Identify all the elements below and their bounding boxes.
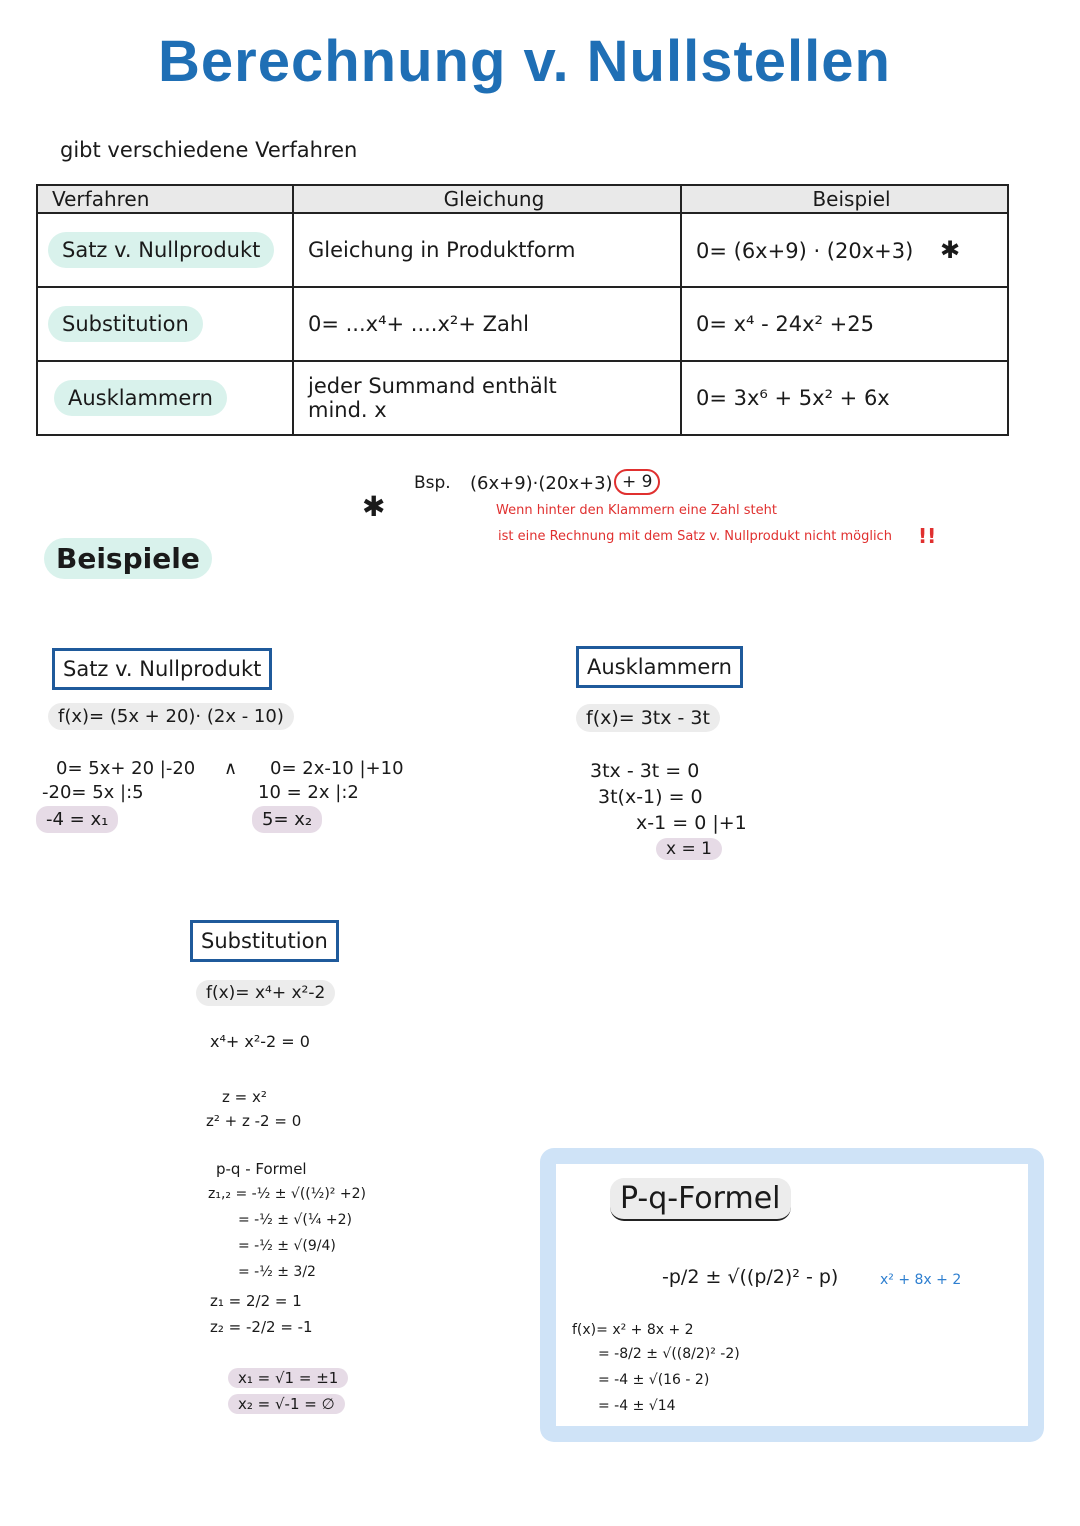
table-row xyxy=(37,361,1008,435)
z2-result: z₂ = -2/2 = -1 xyxy=(210,1318,313,1336)
substitution-quadratic: z² + z -2 = 0 xyxy=(206,1112,302,1130)
method-label: Satz v. Nullprodukt xyxy=(48,232,274,268)
table-header-row xyxy=(37,185,1008,213)
equation-cell: jeder Summand enthält mind. x xyxy=(293,361,681,435)
table-header: Beispiel xyxy=(681,185,1008,213)
star-marker: ✱ xyxy=(939,236,961,264)
pq-example-step: = -8/2 ± √((8/2)² -2) xyxy=(598,1346,740,1362)
nullprodukt-title: Satz v. Nullprodukt xyxy=(52,648,272,690)
method-label: Substitution xyxy=(48,306,203,342)
pq-example-step: f(x)= x² + 8x + 2 xyxy=(572,1322,694,1338)
ausklammern-title: Ausklammern xyxy=(576,646,743,688)
ausklammern-function: f(x)= 3tx - 3t xyxy=(576,704,720,732)
bsp-label: Bsp. xyxy=(414,473,451,493)
pq-step: = -½ ± 3/2 xyxy=(238,1264,316,1280)
circled-constant: + 9 xyxy=(614,469,660,495)
table-row xyxy=(37,287,1008,361)
example-cell: 0= 3x⁶ + 5x² + 6x xyxy=(681,361,1008,435)
equation-cell: Gleichung in Produktform xyxy=(293,213,681,287)
pq-formula-title: P-q-Formel xyxy=(610,1178,791,1221)
nullprodukt-step: -20= 5x |:5 xyxy=(42,782,144,803)
pq-general-formula: -p/2 ± √((p/2)² - p) xyxy=(662,1266,839,1288)
table-header: Gleichung xyxy=(293,185,681,213)
ausklammern-step: x-1 = 0 |+1 xyxy=(636,812,747,834)
pq-example-step: = -4 ± √(16 - 2) xyxy=(598,1372,710,1388)
table-row xyxy=(37,213,1008,287)
warning-mark: !! xyxy=(918,524,937,548)
example-cell: 0= (6x+9) · (20x+3) xyxy=(696,239,914,263)
ausklammern-step: 3tx - 3t = 0 xyxy=(590,760,700,782)
pq-example-step: = -4 ± √14 xyxy=(598,1398,676,1414)
equation-cell: 0= ...x⁴+ ....x²+ Zahl xyxy=(293,287,681,361)
pq-side-expression: x² + 8x + 2 xyxy=(880,1272,962,1288)
pq-step: = -½ ± √(9/4) xyxy=(238,1238,336,1254)
pq-step: z₁,₂ = -½ ± √((½)² +2) xyxy=(208,1186,366,1202)
nullprodukt-function: f(x)= (5x + 20)· (2x - 10) xyxy=(48,703,294,730)
nullprodukt-step: 0= 5x+ 20 |-20 xyxy=(56,758,196,779)
intro-text: gibt verschiedene Verfahren xyxy=(60,138,358,162)
z1-result: z₁ = 2/2 = 1 xyxy=(210,1292,302,1310)
example-cell: 0= x⁴ - 24x² +25 xyxy=(681,287,1008,361)
star-marker: ✱ xyxy=(362,490,386,523)
methods-table xyxy=(36,184,1009,436)
substitution-function: f(x)= x⁴+ x²-2 xyxy=(196,980,335,1006)
and-symbol: ∧ xyxy=(224,758,238,779)
x2-result: x₂ = √-1 = ∅ xyxy=(228,1394,345,1414)
nullprodukt-step: 10 = 2x |:2 xyxy=(258,782,359,803)
nullprodukt-result-1: -4 = x₁ xyxy=(36,806,118,833)
substitution-variable: z = x² xyxy=(222,1088,267,1106)
substitution-title: Substitution xyxy=(190,920,339,962)
pq-label: p-q - Formel xyxy=(216,1160,307,1178)
ausklammern-step: 3t(x-1) = 0 xyxy=(598,786,703,808)
warning-line-2: ist eine Rechnung mit dem Satz v. Nullprodukt nicht möglich xyxy=(498,529,892,544)
pq-step: = -½ ± √(¼ +2) xyxy=(238,1212,352,1228)
nullprodukt-result-2: 5= x₂ xyxy=(252,806,322,833)
bsp-expression: (6x+9)·(20x+3) xyxy=(470,473,613,494)
page-title: Berechnung v. Nullstellen xyxy=(158,29,891,94)
x1-result: x₁ = √1 = ±1 xyxy=(228,1368,348,1388)
ausklammern-result: x = 1 xyxy=(656,838,722,860)
nullprodukt-step: 0= 2x-10 |+10 xyxy=(270,758,404,779)
examples-heading: Beispiele xyxy=(44,538,212,579)
warning-line-1: Wenn hinter den Klammern eine Zahl steht xyxy=(496,503,777,518)
table-header: Verfahren xyxy=(37,185,293,213)
method-label: Ausklammern xyxy=(54,380,227,416)
substitution-equation: x⁴+ x²-2 = 0 xyxy=(210,1032,310,1051)
